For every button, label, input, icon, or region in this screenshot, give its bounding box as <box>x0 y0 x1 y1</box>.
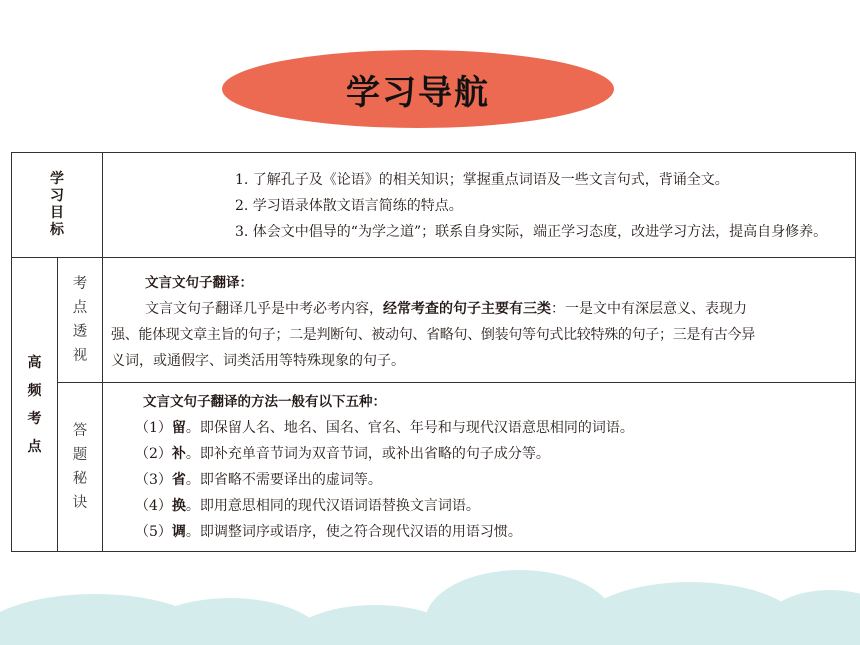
analysis-emphasis: 经常考查的句子主要有三类 <box>383 301 551 317</box>
title-banner <box>222 50 614 128</box>
goals-label: 学 习 目 标 <box>12 153 103 258</box>
tips-row <box>12 383 856 552</box>
analysis-label: 考 点 透 视 <box>58 258 103 383</box>
analysis-content <box>103 258 856 383</box>
cloud-decoration <box>0 560 860 645</box>
goals-row <box>12 153 856 258</box>
analysis-line-2: 强、能体现文章主旨的句子；二是判断句、被动句、省略句、倒装句等句式比较特殊的句子；三是有古今异 <box>111 327 755 343</box>
cloud-shape <box>0 570 860 645</box>
page-title: 学习导航 <box>346 72 490 113</box>
study-guide-table <box>11 152 856 552</box>
tips-content <box>103 383 856 552</box>
tip-item: （4）换。即用意思相同的现代汉语词语替换文言词语。 <box>135 498 480 514</box>
tip-item: （5）调。即调整词序或语序，使之符合现代汉语的用语习惯。 <box>135 524 522 540</box>
analysis-line-3: 义词，或通假字、词类活用等特殊现象的句子。 <box>111 353 405 369</box>
analysis-row <box>12 258 856 383</box>
tip-item: （3）省。即省略不需要译出的虚词等。 <box>135 472 382 488</box>
tips-label: 答 题 秘 诀 <box>58 383 103 552</box>
analysis-heading: 文言文句子翻译： <box>145 275 253 291</box>
goals-content <box>103 153 856 258</box>
goal-item: 3. 体会文中倡导的“为学之道”；联系自身实际，端正学习态度，改进学习方法，提高自身修养。 <box>235 224 828 240</box>
goal-item: 2. 学习语录体散文语言简练的特点。 <box>235 198 463 214</box>
tip-item: （2）补。即补充单音节词为双音节词，或补出省略的句子成分等。 <box>135 446 550 462</box>
tip-item: （1）留。即保留人名、地名、国名、官名、年号和与现代汉语意思相同的词语。 <box>135 420 634 436</box>
goal-item: 1. 了解孔子及《论语》的相关知识；掌握重点词语及一些文言句式，背诵全文。 <box>235 172 729 188</box>
tips-heading: 文言文句子翻译的方法一般有以下五种： <box>143 394 386 410</box>
analysis-line-1: 文言文句子翻译几乎是中考必考内容，经常考查的句子主要有三类：一是文中有深层意义、表现力 <box>145 301 747 317</box>
high-frequency-label: 高 频 考 点 <box>12 258 58 552</box>
